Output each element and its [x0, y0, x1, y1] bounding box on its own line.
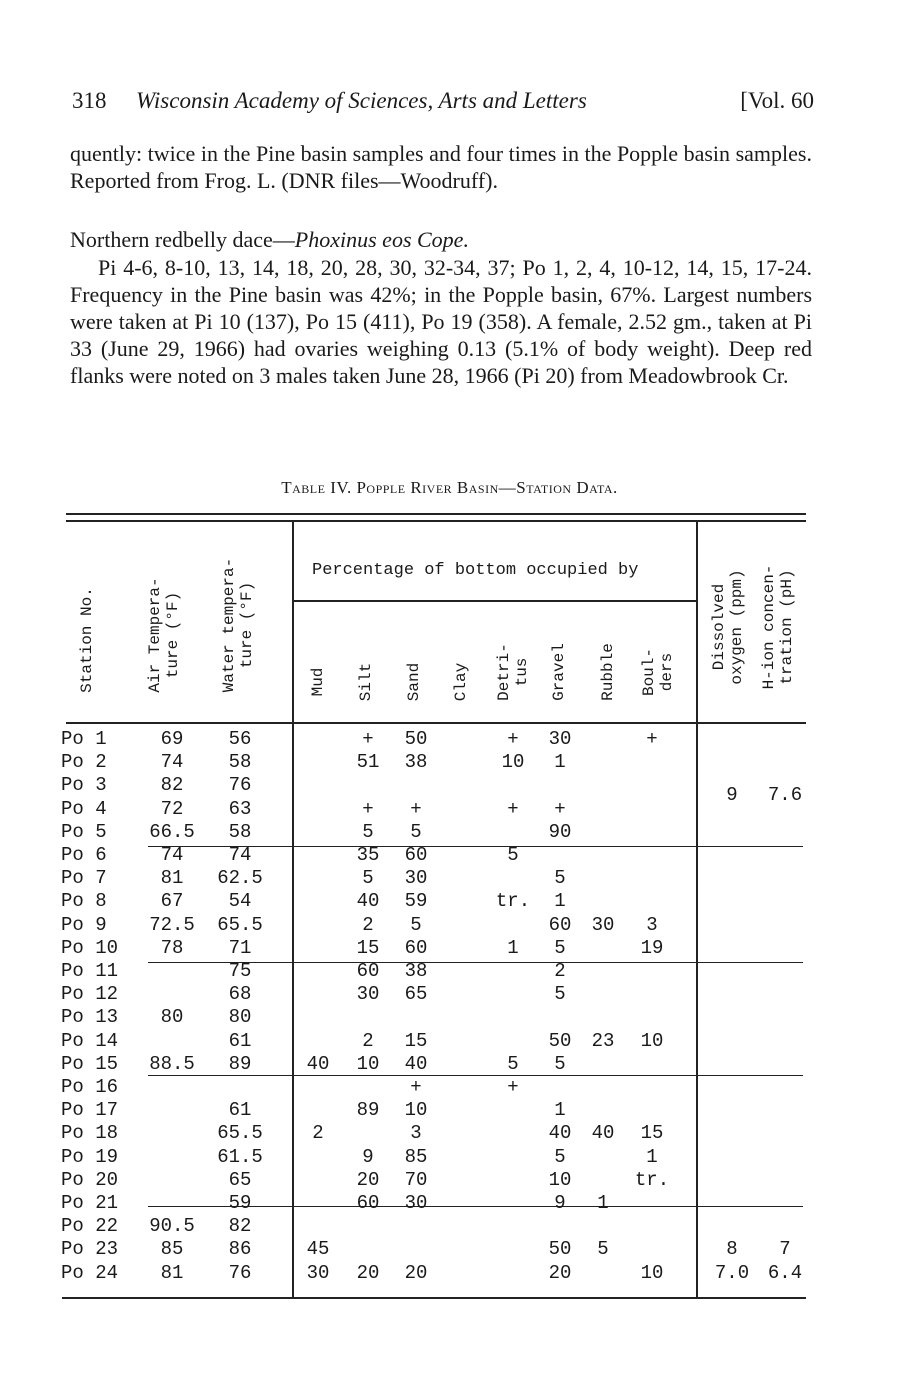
- cell-water: 80: [228, 1006, 252, 1029]
- cell-rubble: 23: [591, 1029, 615, 1052]
- cell-sand: 40: [404, 1052, 428, 1075]
- cell-sand: 50: [404, 728, 428, 750]
- cell-station: Po 8: [61, 890, 107, 913]
- col-header-silt: Silt: [357, 662, 375, 702]
- cell-gravel: 40: [548, 1122, 572, 1145]
- cell-sand: 59: [404, 890, 428, 913]
- group-separator-3: [148, 1075, 803, 1076]
- table-caption: Table IV. Popple River Basin—Station Data.: [281, 478, 618, 497]
- cell-station: Po 2: [61, 751, 107, 774]
- cell-gravel: 5: [554, 983, 566, 1006]
- col-header-detritus: Detri- tus: [495, 643, 531, 701]
- cell-detritus: +: [507, 728, 519, 750]
- cell-water: 71: [228, 936, 252, 959]
- cell-silt: 2: [362, 913, 374, 936]
- cell-gravel: 1: [554, 751, 566, 774]
- cell-station: Po 15: [61, 1052, 119, 1075]
- cell-sand: 20: [404, 1261, 428, 1284]
- cell-boulders: +: [646, 728, 658, 750]
- cell-mud: 30: [306, 1261, 330, 1284]
- cell-gravel: 1: [554, 890, 566, 913]
- cell-mud: 45: [306, 1238, 330, 1261]
- cell-water: 61: [228, 1029, 252, 1052]
- cell-rubble: 5: [597, 1238, 609, 1261]
- cell-water: 54: [228, 890, 252, 913]
- cell-sand: 65: [404, 983, 428, 1006]
- cell-mud: 40: [306, 1052, 330, 1075]
- cell-detritus: +: [507, 797, 519, 820]
- cell-gravel: 30: [548, 728, 572, 750]
- cell-silt: +: [362, 728, 374, 750]
- table-top-rule: [66, 513, 806, 515]
- cell-air: 74: [160, 751, 184, 774]
- col-header-boulders: Boul- ders: [640, 648, 676, 697]
- cell-detritus: 10: [501, 751, 525, 774]
- col-header-gravel: Gravel: [550, 643, 568, 701]
- cell-station: Po 7: [61, 867, 107, 890]
- cell-silt: 5: [362, 867, 374, 890]
- cell-air: 72.5: [149, 913, 195, 936]
- cell-air: 78: [160, 936, 184, 959]
- cell-mud: 2: [312, 1122, 324, 1145]
- cell-ph: 7: [779, 1238, 791, 1261]
- cell-air: 82: [160, 774, 184, 797]
- group-header-rule: [294, 600, 696, 602]
- cell-gravel: 1: [554, 1099, 566, 1122]
- cell-silt: 20: [356, 1261, 380, 1284]
- cell-water: 68: [228, 983, 252, 1006]
- cell-silt: 60: [356, 960, 380, 982]
- table-top-rule-2: [66, 520, 806, 522]
- cell-station: Po 24: [61, 1261, 119, 1284]
- cell-sand: 38: [404, 960, 428, 982]
- cell-sand: 15: [404, 1029, 428, 1052]
- paragraph-species-account: Pi 4-6, 8-10, 13, 14, 18, 20, 28, 30, 32-34, 37; Po 1, 2, 4, 10-12, 14, 15, 17-24. Frequency in the Pine basin was 42%; in the Popple basin, 67%. Largest numbers were taken at Pi 10 (137), Po 15 (411), Po 19 (358). A female, 2.52 gm., taken at Pi 33 (June 29, 1966) had ovaries weighing 0.13 (5.1% of body weight). Deep red flanks were noted on 3 males taken June 28, 1966 (Pi 20) from Meadowbrook Cr.: [70, 255, 812, 388]
- cell-silt: 10: [356, 1052, 380, 1075]
- cell-water: 82: [228, 1215, 252, 1238]
- cell-water: 76: [228, 774, 252, 797]
- cell-silt: 2: [362, 1029, 374, 1052]
- cell-water: 62.5: [217, 867, 263, 890]
- cell-air: 90.5: [149, 1215, 195, 1238]
- cell-sand: +: [410, 797, 422, 820]
- cell-gravel: 90: [548, 820, 572, 843]
- cell-station: Po 5: [61, 820, 107, 843]
- cell-ph: 6.4: [767, 1261, 803, 1284]
- cell-sand: 30: [404, 867, 428, 890]
- cell-silt: 60: [356, 1192, 380, 1214]
- cell-gravel: 5: [554, 867, 566, 890]
- cell-rubble: 30: [591, 913, 615, 936]
- cell-sand: 3: [410, 1122, 422, 1145]
- col-header-ph: H-ion concen- tration (pH): [760, 564, 796, 690]
- cell-sand: 5: [410, 820, 422, 843]
- cell-gravel: 10: [548, 1168, 572, 1191]
- cell-silt: 15: [356, 936, 380, 959]
- volume-label: [Vol. 60: [740, 88, 814, 113]
- species-heading: [70, 226, 812, 253]
- col-header-water-temp: Water tempera- ture (°F): [220, 557, 256, 693]
- cell-detritus: 5: [507, 844, 519, 866]
- cell-gravel: 50: [548, 1238, 572, 1261]
- col-header-air-temp: Air Tempera- ture (°F): [146, 577, 182, 693]
- cell-air: 81: [160, 1261, 184, 1284]
- cell-water: 59: [228, 1192, 252, 1214]
- cell-station: Po 23: [61, 1238, 119, 1261]
- cell-sand: 60: [404, 936, 428, 959]
- cell-water: 75: [228, 960, 252, 982]
- cell-silt: 40: [356, 890, 380, 913]
- cell-station: Po 18: [61, 1122, 119, 1145]
- cell-station: Po 6: [61, 844, 107, 866]
- cell-water: 56: [228, 728, 252, 750]
- cell-water: 58: [228, 820, 252, 843]
- cell-boulders: 10: [640, 1261, 664, 1284]
- cell-sand: 85: [404, 1145, 428, 1168]
- cell-silt: +: [362, 797, 374, 820]
- cell-water: 61: [228, 1099, 252, 1122]
- table-bottom-rule: [62, 1297, 806, 1299]
- cell-water: 76: [228, 1261, 252, 1284]
- cell-sand: +: [410, 1076, 422, 1098]
- cell-detritus: 5: [507, 1052, 519, 1075]
- cell-gravel: 9: [554, 1192, 566, 1214]
- cell-water: 74: [228, 844, 252, 866]
- cell-station: Po 16: [61, 1076, 119, 1098]
- cell-air: 72: [160, 797, 184, 820]
- cell-gravel: 50: [548, 1029, 572, 1052]
- cell-station: Po 10: [61, 936, 119, 959]
- cell-air: 80: [160, 1006, 184, 1029]
- page-header: [72, 88, 814, 124]
- journal-title: Wisconsin Academy of Sciences, Arts and Letters: [136, 88, 587, 113]
- cell-water: 89: [228, 1052, 252, 1075]
- cell-detritus: +: [507, 1076, 519, 1098]
- left-divider: [292, 522, 294, 1297]
- cell-oxygen: 9: [726, 784, 738, 807]
- cell-air: 74: [160, 844, 184, 866]
- cell-boulders: 19: [640, 936, 664, 959]
- cell-station: Po 1: [61, 728, 107, 750]
- col-header-clay: Clay: [452, 662, 470, 702]
- cell-sand: 38: [404, 751, 428, 774]
- cell-station: Po 14: [61, 1029, 119, 1052]
- cell-silt: 35: [356, 844, 380, 866]
- cell-station: Po 12: [61, 983, 119, 1006]
- cell-water: 58: [228, 751, 252, 774]
- group-header-bottom-percentage: Percentage of bottom occupied by: [312, 561, 639, 580]
- cell-gravel: 2: [554, 960, 566, 982]
- cell-station: Po 3: [61, 774, 107, 797]
- cell-water: 65: [228, 1168, 252, 1191]
- species-common-name: Northern redbelly dace—: [70, 227, 295, 252]
- cell-gravel: 60: [548, 913, 572, 936]
- cell-sand: 30: [404, 1192, 428, 1214]
- cell-gravel: 5: [554, 1052, 566, 1075]
- cell-station: Po 17: [61, 1099, 119, 1122]
- cell-station: Po 11: [61, 960, 119, 982]
- cell-water: 61.5: [217, 1145, 263, 1168]
- cell-station: Po 22: [61, 1215, 119, 1238]
- header-bottom-rule: [66, 722, 806, 724]
- col-header-station: Station No.: [78, 587, 96, 693]
- cell-water: 63: [228, 797, 252, 820]
- cell-silt: 30: [356, 983, 380, 1006]
- cell-ph: 7.6: [767, 784, 803, 807]
- paragraph-continuation: quently: twice in the Pine basin samples and four times in the Popple basin samples. Reported from Frog. L. (DNR files—Woodruff).: [70, 141, 812, 193]
- cell-silt: 20: [356, 1168, 380, 1191]
- cell-station: Po 20: [61, 1168, 119, 1191]
- cell-water: 65.5: [217, 913, 263, 936]
- cell-sand: 60: [404, 844, 428, 866]
- cell-gravel: 20: [548, 1261, 572, 1284]
- species-latin-name: Phoxinus eos Cope.: [294, 227, 469, 252]
- cell-air: 69: [160, 728, 184, 750]
- cell-gravel: 5: [554, 936, 566, 959]
- cell-sand: 70: [404, 1168, 428, 1191]
- right-divider: [696, 522, 698, 1297]
- cell-rubble: 1: [597, 1192, 609, 1214]
- cell-sand: 5: [410, 913, 422, 936]
- cell-station: Po 13: [61, 1006, 119, 1029]
- cell-air: 66.5: [149, 820, 195, 843]
- cell-air: 81: [160, 867, 184, 890]
- cell-air: 88.5: [149, 1052, 195, 1075]
- cell-sand: 10: [404, 1099, 428, 1122]
- cell-gravel: +: [554, 797, 566, 820]
- cell-boulders: 10: [640, 1029, 664, 1052]
- cell-silt: 51: [356, 751, 380, 774]
- cell-water: 86: [228, 1238, 252, 1261]
- cell-station: Po 9: [61, 913, 107, 936]
- col-header-oxygen: Dissolved oxygen (ppm): [710, 569, 746, 685]
- cell-air: 67: [160, 890, 184, 913]
- cell-rubble: 40: [591, 1122, 615, 1145]
- col-header-rubble: Rubble: [599, 643, 617, 701]
- cell-detritus: tr.: [495, 890, 531, 913]
- cell-oxygen: 8: [726, 1238, 738, 1261]
- col-header-sand: Sand: [405, 662, 423, 702]
- cell-silt: 89: [356, 1099, 380, 1122]
- cell-gravel: 5: [554, 1145, 566, 1168]
- col-header-mud: Mud: [309, 667, 327, 697]
- cell-boulders: 1: [646, 1145, 658, 1168]
- cell-boulders: 15: [640, 1122, 664, 1145]
- cell-oxygen: 7.0: [714, 1261, 750, 1284]
- cell-silt: 9: [362, 1145, 374, 1168]
- cell-silt: 5: [362, 820, 374, 843]
- cell-boulders: 3: [646, 913, 658, 936]
- cell-boulders: tr.: [634, 1168, 670, 1191]
- page-number: 318: [72, 88, 107, 113]
- cell-detritus: 1: [507, 936, 519, 959]
- cell-water: 65.5: [217, 1122, 263, 1145]
- cell-station: Po 21: [61, 1192, 119, 1214]
- cell-air: 85: [160, 1238, 184, 1261]
- cell-station: Po 4: [61, 797, 107, 820]
- cell-station: Po 19: [61, 1145, 119, 1168]
